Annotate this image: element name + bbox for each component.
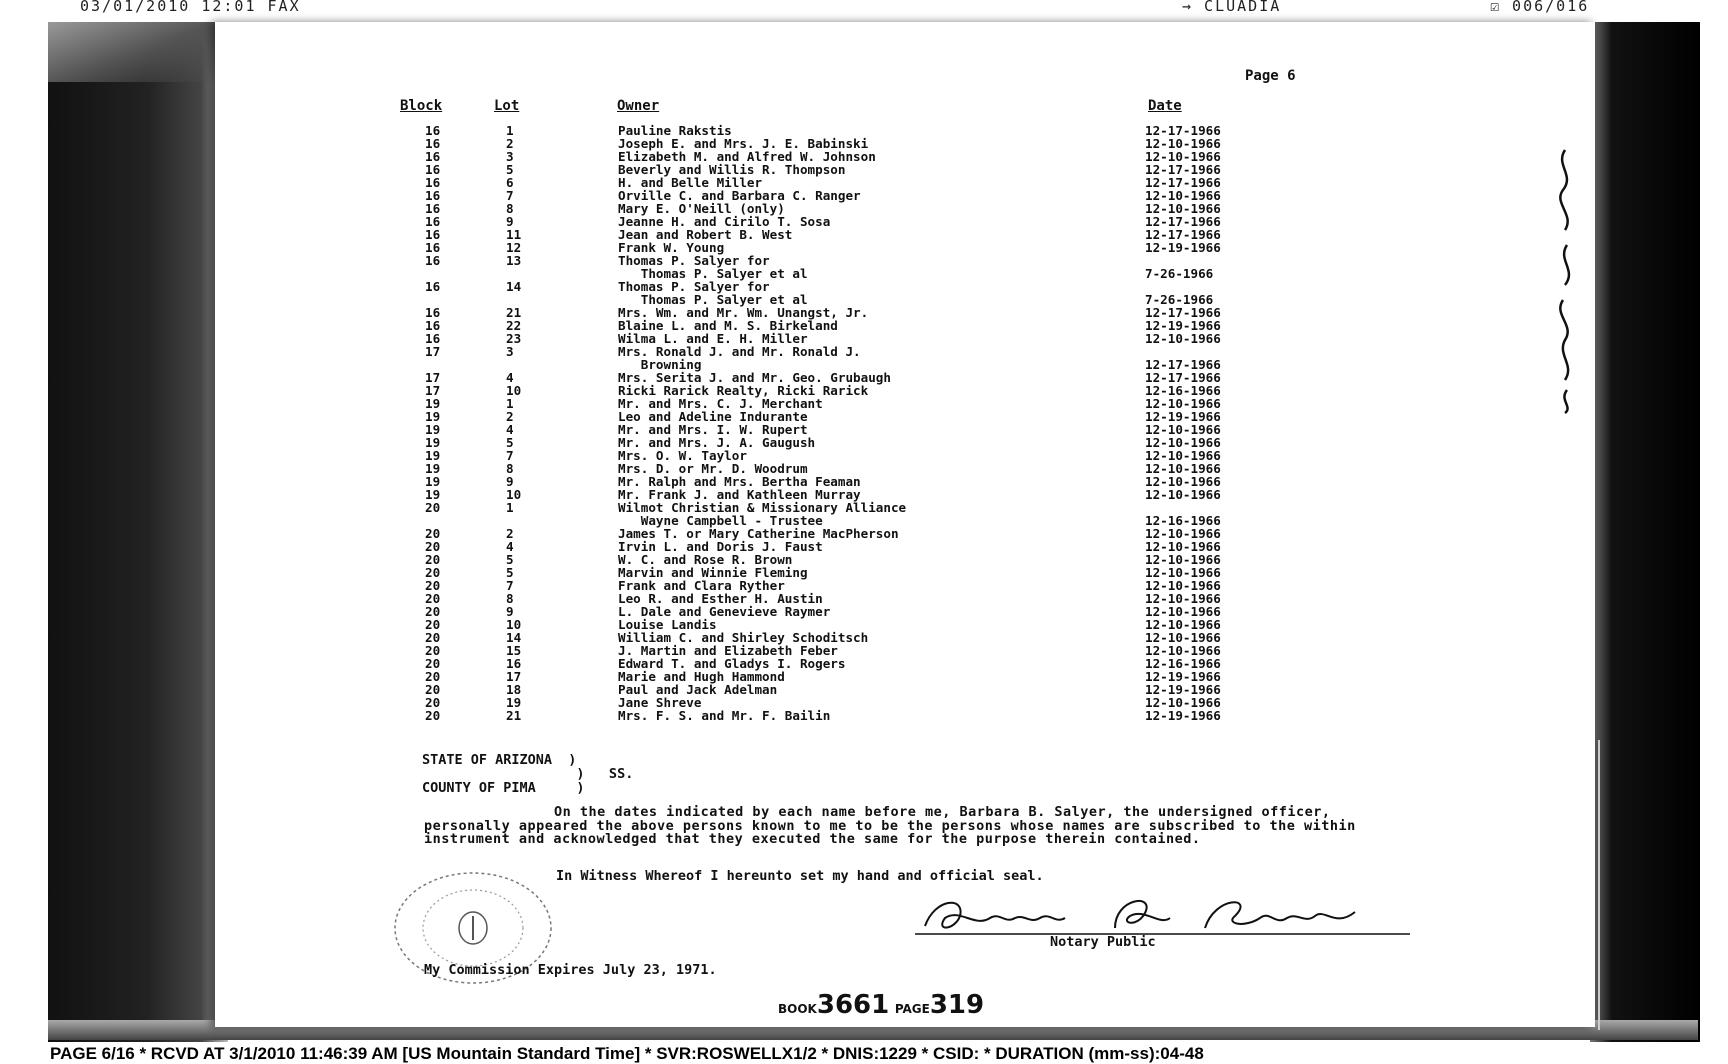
cell-lot: 3: [506, 344, 514, 359]
cell-block: 19: [425, 396, 441, 411]
cell-owner: Leo and Adeline Indurante: [618, 409, 808, 424]
cell-owner: Paul and Jack Adelman: [618, 682, 778, 697]
book-number: 3661: [816, 990, 890, 1020]
cell-date: 12-19-1966: [1145, 409, 1221, 424]
cell-lot: 21: [506, 708, 522, 723]
owner-table: [0, 124, 1728, 722]
cell-date: 12-10-1966: [1145, 604, 1221, 619]
book-label: BOOK: [778, 1002, 817, 1016]
cell-date: 12-10-1966: [1145, 591, 1221, 606]
cell-owner: Wayne Campbell - Trustee: [618, 513, 823, 528]
cell-lot: 1: [506, 396, 514, 411]
cell-block: 16: [425, 253, 441, 268]
table-row: [0, 709, 1728, 722]
cell-owner: James T. or Mary Catherine MacPherson: [618, 526, 899, 541]
table-row: [0, 696, 1728, 709]
cell-date: 12-10-1966: [1145, 461, 1221, 476]
cell-block: 16: [425, 279, 441, 294]
table-row: [0, 631, 1728, 644]
cell-owner: Elizabeth M. and Alfred W. Johnson: [618, 149, 876, 164]
cell-block: 16: [425, 188, 441, 203]
cell-date: 12-17-1966: [1145, 357, 1221, 372]
table-row: [0, 553, 1728, 566]
cell-lot: 14: [506, 279, 522, 294]
venue-county: COUNTY OF PIMA ): [422, 780, 585, 796]
cell-block: 16: [425, 214, 441, 229]
cell-date: 12-19-1966: [1145, 318, 1221, 333]
cell-lot: 11: [506, 227, 522, 242]
cell-owner: Mrs. Serita J. and Mr. Geo. Grubaugh: [618, 370, 891, 385]
cell-lot: 14: [506, 630, 522, 645]
margin-handwriting: [1545, 145, 1585, 415]
cell-block: 19: [425, 422, 441, 437]
witness-line: In Witness Whereof I hereunto set my hand and official seal.: [556, 868, 1044, 884]
table-row: [0, 215, 1728, 228]
cell-owner: Mr. Ralph and Mrs. Bertha Feaman: [618, 474, 861, 489]
cell-block: 20: [425, 591, 441, 606]
cell-owner: Orville C. and Barbara C. Ranger: [618, 188, 861, 203]
cell-lot: 15: [506, 643, 522, 658]
cell-block: 16: [425, 240, 441, 255]
commission-line: My Commission Expires July 23, 1971.: [424, 962, 717, 978]
cell-lot: 4: [506, 539, 514, 554]
cell-owner: Thomas P. Salyer et al: [618, 266, 808, 281]
cell-owner: Mr. and Mrs. I. W. Rupert: [618, 422, 808, 437]
table-row: [0, 280, 1728, 293]
cell-date: 12-10-1966: [1145, 695, 1221, 710]
cell-block: 16: [425, 201, 441, 216]
cell-owner: Thomas P. Salyer for: [618, 279, 770, 294]
cell-lot: 6: [506, 175, 514, 190]
cell-block: 17: [425, 344, 441, 359]
table-row: [0, 670, 1728, 683]
book-page-stamp: [778, 990, 984, 1020]
cell-lot: 8: [506, 591, 514, 606]
table-row: [0, 683, 1728, 696]
cell-lot: 4: [506, 370, 514, 385]
cell-date: 12-10-1966: [1145, 630, 1221, 645]
cell-date: 12-10-1966: [1145, 617, 1221, 632]
cell-owner: Mrs. Ronald J. and Mr. Ronald J.: [618, 344, 861, 359]
table-row: [0, 410, 1728, 423]
table-row: [0, 540, 1728, 553]
cell-block: 19: [425, 448, 441, 463]
cell-owner: Beverly and Willis R. Thompson: [618, 162, 846, 177]
cell-block: 20: [425, 526, 441, 541]
cell-lot: 2: [506, 526, 514, 541]
cell-owner: Wilmot Christian & Missionary Alliance: [618, 500, 907, 515]
table-row: [0, 501, 1728, 514]
cell-block: 16: [425, 123, 441, 138]
cell-lot: 9: [506, 604, 514, 619]
cell-lot: 12: [506, 240, 522, 255]
cell-owner: William C. and Shirley Schoditsch: [618, 630, 869, 645]
column-header-lot: Lot: [494, 98, 520, 114]
cell-lot: 2: [506, 136, 514, 151]
table-row: [0, 605, 1728, 618]
cell-lot: 1: [506, 500, 514, 515]
cell-lot: 7: [506, 578, 514, 593]
cell-date: 12-16-1966: [1145, 656, 1221, 671]
cell-lot: 2: [506, 409, 514, 424]
cell-block: 16: [425, 149, 441, 164]
cell-date: 12-16-1966: [1145, 513, 1221, 528]
page-label-stamp: PAGE: [894, 1002, 930, 1016]
cell-owner: L. Dale and Genevieve Raymer: [618, 604, 831, 619]
cell-lot: 10: [506, 617, 522, 632]
cell-block: 19: [425, 409, 441, 424]
notary-signature: [915, 888, 1415, 948]
table-row: [0, 202, 1728, 215]
table-row: [0, 592, 1728, 605]
cell-lot: 5: [506, 435, 514, 450]
table-row: [0, 241, 1728, 254]
cell-block: 16: [425, 175, 441, 190]
cell-date: 12-17-1966: [1145, 370, 1221, 385]
cell-owner: Mr. Frank J. and Kathleen Murray: [618, 487, 861, 502]
cell-owner: Blaine L. and M. S. Birkeland: [618, 318, 838, 333]
cell-block: 20: [425, 669, 441, 684]
cell-owner: Jean and Robert B. West: [618, 227, 793, 242]
cell-lot: 10: [506, 487, 522, 502]
table-row: [0, 228, 1728, 241]
table-row: [0, 527, 1728, 540]
cell-lot: 1: [506, 123, 514, 138]
cell-owner: Mrs. Wm. and Mr. Wm. Unangst, Jr.: [618, 305, 869, 320]
cell-owner: Leo R. and Esther H. Austin: [618, 591, 823, 606]
cell-owner: Thomas P. Salyer et al: [618, 292, 808, 307]
cell-date: 12-10-1966: [1145, 396, 1221, 411]
cell-date: 12-17-1966: [1145, 123, 1221, 138]
cell-block: 16: [425, 318, 441, 333]
cell-owner: W. C. and Rose R. Brown: [618, 552, 793, 567]
cell-date: 12-17-1966: [1145, 162, 1221, 177]
fax-recipient: → CLUADIA: [1182, 0, 1282, 15]
cell-lot: 9: [506, 474, 514, 489]
cell-date: 12-10-1966: [1145, 422, 1221, 437]
cell-lot: 8: [506, 201, 514, 216]
cell-block: 16: [425, 162, 441, 177]
column-header-block: Block: [400, 98, 443, 114]
cell-block: 17: [425, 383, 441, 398]
cell-block: 20: [425, 656, 441, 671]
cell-date: 12-19-1966: [1145, 682, 1221, 697]
table-row: [0, 189, 1728, 202]
cell-block: 19: [425, 435, 441, 450]
cell-lot: 7: [506, 188, 514, 203]
cell-block: 20: [425, 630, 441, 645]
cell-owner: Jeanne H. and Cirilo T. Sosa: [618, 214, 831, 229]
cell-owner: Marie and Hugh Hammond: [618, 669, 785, 684]
table-row: [0, 644, 1728, 657]
cell-block: 20: [425, 539, 441, 554]
cell-lot: 18: [506, 682, 522, 697]
cell-date: 12-10-1966: [1145, 149, 1221, 164]
cell-date: 12-10-1966: [1145, 331, 1221, 346]
table-row: [0, 176, 1728, 189]
column-header-owner: Owner: [617, 98, 660, 114]
table-row: [0, 319, 1728, 332]
cell-block: 20: [425, 565, 441, 580]
cell-date: 12-10-1966: [1145, 435, 1221, 450]
cell-block: 20: [425, 682, 441, 697]
table-row: [0, 436, 1728, 449]
fax-footer: PAGE 6/16 * RCVD AT 3/1/2010 11:46:39 AM [US Mountain Standard Time] * SVR:ROSWELLX1/2 * DNIS:1229 * CSID: * DURATION (mm-ss):04-48: [50, 1044, 1204, 1063]
table-row: [0, 397, 1728, 410]
cell-lot: 3: [506, 149, 514, 164]
table-row: [0, 267, 1728, 280]
cell-date: 12-10-1966: [1145, 136, 1221, 151]
cell-owner: Edward T. and Gladys I. Rogers: [618, 656, 846, 671]
cell-owner: H. and Belle Miller: [618, 175, 763, 190]
acknowledgment-text: On the dates indicated by each name before me, Barbara B. Salyer, the undersigned officer, personally appeared the above persons known to me to be the persons whose names are subscribed to the within instrument and acknowledged that they executed the same for the purpose therein contained.: [424, 804, 1356, 847]
cell-block: 16: [425, 331, 441, 346]
table-row: [0, 566, 1728, 579]
cell-owner: Mr. and Mrs. J. A. Gaugush: [618, 435, 816, 450]
cell-date: 12-10-1966: [1145, 487, 1221, 502]
cell-date: 12-10-1966: [1145, 539, 1221, 554]
cell-date: 12-10-1966: [1145, 474, 1221, 489]
cell-block: 20: [425, 708, 441, 723]
cell-lot: 19: [506, 695, 522, 710]
cell-owner: Ricki Rarick Realty, Ricki Rarick: [618, 383, 869, 398]
cell-owner: Pauline Rakstis: [618, 123, 732, 138]
fax-page-counter: ☑ 006/016: [1490, 0, 1590, 15]
cell-lot: 7: [506, 448, 514, 463]
cell-block: 16: [425, 227, 441, 242]
cell-date: 7-26-1966: [1145, 292, 1214, 307]
cell-date: 12-10-1966: [1145, 565, 1221, 580]
cell-owner: Mrs. F. S. and Mr. F. Bailin: [618, 708, 831, 723]
cell-block: 20: [425, 617, 441, 632]
page-label: Page 6: [1245, 68, 1296, 84]
cell-block: 20: [425, 578, 441, 593]
cell-block: 20: [425, 643, 441, 658]
cell-date: 12-17-1966: [1145, 175, 1221, 190]
cell-owner: Thomas P. Salyer for: [618, 253, 770, 268]
table-row: [0, 449, 1728, 462]
cell-date: 12-17-1966: [1145, 214, 1221, 229]
cell-date: 7-26-1966: [1145, 266, 1214, 281]
cell-lot: 8: [506, 461, 514, 476]
cell-date: 12-19-1966: [1145, 708, 1221, 723]
cell-date: 12-10-1966: [1145, 578, 1221, 593]
cell-owner: Frank W. Young: [618, 240, 725, 255]
venue-state: STATE OF ARIZONA ): [422, 752, 577, 768]
cell-lot: 13: [506, 253, 522, 268]
table-row: [0, 332, 1728, 345]
cell-owner: Mrs. O. W. Taylor: [618, 448, 747, 463]
table-row: [0, 306, 1728, 319]
cell-block: 16: [425, 305, 441, 320]
cell-owner: Louise Landis: [618, 617, 717, 632]
table-row: [0, 150, 1728, 163]
cell-date: 12-16-1966: [1145, 383, 1221, 398]
cell-date: 12-19-1966: [1145, 669, 1221, 684]
cell-lot: 22: [506, 318, 522, 333]
scan-rule: [1598, 740, 1600, 1030]
cell-owner: J. Martin and Elizabeth Feber: [618, 643, 838, 658]
cell-owner: Frank and Clara Ryther: [618, 578, 785, 593]
cell-block: 20: [425, 695, 441, 710]
cell-date: 12-10-1966: [1145, 552, 1221, 567]
table-row: [0, 163, 1728, 176]
cell-lot: 17: [506, 669, 522, 684]
fax-header: [0, 0, 1728, 20]
cell-block: 20: [425, 500, 441, 515]
cell-lot: 4: [506, 422, 514, 437]
cell-lot: 5: [506, 565, 514, 580]
cell-date: 12-10-1966: [1145, 188, 1221, 203]
cell-date: 12-10-1966: [1145, 201, 1221, 216]
cell-lot: 9: [506, 214, 514, 229]
cell-date: 12-10-1966: [1145, 526, 1221, 541]
cell-block: 20: [425, 552, 441, 567]
cell-block: 20: [425, 604, 441, 619]
cell-lot: 16: [506, 656, 522, 671]
column-header-date: Date: [1148, 98, 1182, 114]
table-row: [0, 462, 1728, 475]
cell-owner: Irvin L. and Doris J. Faust: [618, 539, 823, 554]
cell-owner: Marvin and Winnie Fleming: [618, 565, 808, 580]
cell-lot: 5: [506, 552, 514, 567]
table-row: [0, 423, 1728, 436]
cell-block: 19: [425, 474, 441, 489]
cell-lot: 23: [506, 331, 522, 346]
cell-owner: Wilma L. and E. H. Miller: [618, 331, 808, 346]
table-row: [0, 254, 1728, 267]
cell-lot: 10: [506, 383, 522, 398]
cell-date: 12-10-1966: [1145, 448, 1221, 463]
cell-lot: 21: [506, 305, 522, 320]
cell-owner: Joseph E. and Mrs. J. E. Babinski: [618, 136, 869, 151]
page-number: 319: [929, 990, 985, 1020]
cell-owner: Mr. and Mrs. C. J. Merchant: [618, 396, 823, 411]
cell-owner: Browning: [618, 357, 702, 372]
cell-owner: Mrs. D. or Mr. D. Woodrum: [618, 461, 808, 476]
cell-block: 17: [425, 370, 441, 385]
notary-label: Notary Public: [1050, 934, 1156, 950]
cell-date: 12-17-1966: [1145, 227, 1221, 242]
cell-block: 16: [425, 136, 441, 151]
fax-timestamp: 03/01/2010 12:01 FAX: [80, 0, 301, 15]
table-row: [0, 475, 1728, 488]
table-row: [0, 384, 1728, 397]
cell-block: 19: [425, 461, 441, 476]
cell-owner: Jane Shreve: [618, 695, 702, 710]
cell-date: 12-17-1966: [1145, 305, 1221, 320]
cell-date: 12-10-1966: [1145, 643, 1221, 658]
table-row: [0, 657, 1728, 670]
cell-block: 19: [425, 487, 441, 502]
cell-owner: Mary E. O'Neill (only): [618, 201, 785, 216]
venue-ss: ) SS.: [422, 766, 634, 782]
table-row: [0, 345, 1728, 358]
cell-lot: 5: [506, 162, 514, 177]
table-row: [0, 579, 1728, 592]
cell-date: 12-19-1966: [1145, 240, 1221, 255]
